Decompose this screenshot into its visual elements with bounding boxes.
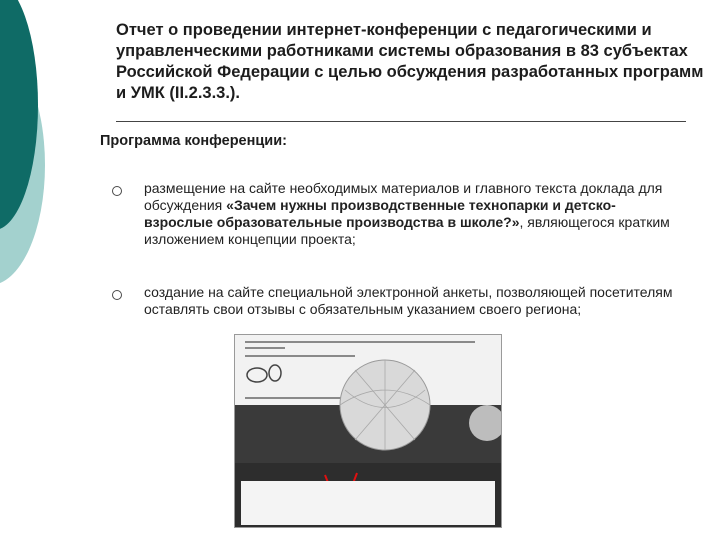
- bullet-item-1: [144, 180, 684, 248]
- bullet-1-text: размещение на сайте необходимых материалов и главного текста доклада для обсуждения: [144, 180, 663, 213]
- bullet-1-bold: «Зачем нужны производственные технопарки и детско-взрослые образовательные производства в школе?»: [144, 197, 616, 230]
- screenshot-form-area: [241, 481, 495, 525]
- bullet-2-text: создание на сайте специальной электронной анкеты, позволяющей посетителям оставлять свои отзывы с обязательным указанием своего региона;: [144, 284, 673, 317]
- bullet-1-text-end: , являющегося кратким изложением концепции проекта;: [144, 214, 670, 247]
- website-screenshot: [234, 334, 502, 528]
- slide-title: Отчет о проведении интернет-конференции с педагогическими и управленческими работниками системы образования в 83 субъектах Российской Федерации с целью обсуждения разработанных программ и УМК (II.2.3.3.).: [116, 21, 704, 102]
- title-divider: [116, 121, 686, 122]
- program-heading: Программа конференции:: [100, 133, 287, 149]
- bullet-circle-icon: [112, 290, 122, 300]
- decorative-teal-shapes: [0, 0, 80, 300]
- bullet-circle-icon: [112, 186, 122, 196]
- bullet-item-2: [144, 284, 684, 318]
